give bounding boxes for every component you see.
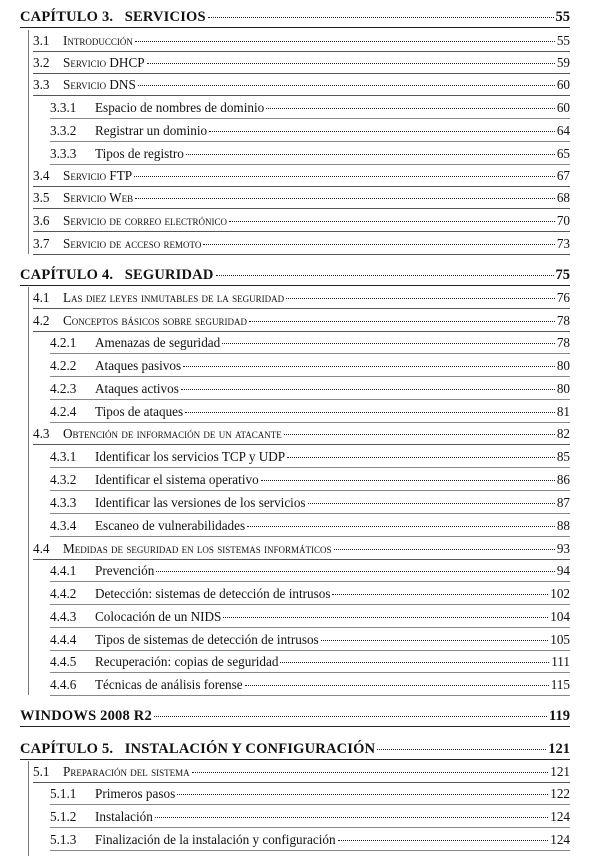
page-number: 67	[556, 168, 570, 183]
subsection-title: Amenazas de seguridad	[95, 335, 221, 350]
page-number: 60	[556, 100, 570, 115]
dot-leader	[249, 321, 555, 322]
page-number: 122	[550, 786, 570, 801]
page-number: 78	[556, 313, 570, 328]
subsection-title: Recuperación: copias de seguridad	[95, 654, 279, 669]
dot-leader	[216, 275, 554, 276]
toc-subsection	[0, 120, 600, 142]
dot-leader	[247, 526, 555, 527]
toc-section	[0, 233, 600, 255]
page-number: 86	[556, 472, 570, 487]
dot-leader	[332, 594, 548, 595]
subsection-number: 5.1.3	[50, 832, 77, 847]
toc-subsection	[0, 143, 600, 165]
toc-subsection	[0, 469, 600, 491]
subsection-title: Primeros pasos	[95, 786, 176, 801]
section-title: Servicio de correo electrónico	[63, 213, 227, 228]
subsection-title: Identificar los servicios TCP y UDP	[95, 449, 286, 464]
subsection-number: 4.2.4	[50, 404, 77, 419]
subsection-number: 4.4.1	[50, 563, 77, 578]
subsection-title: Instalación	[95, 809, 153, 824]
subsection-title: Técnicas de análisis forense	[95, 677, 243, 692]
dot-leader	[266, 108, 555, 109]
subsection-number: 4.4.3	[50, 609, 77, 624]
dot-leader	[308, 503, 555, 504]
toc-subsection	[0, 355, 600, 377]
section-title: Las diez leyes inmutables de la seguridad	[63, 290, 285, 305]
toc-section	[0, 761, 600, 783]
section-title: Servicio de acceso remoto	[63, 236, 202, 251]
subsection-title: Colocación de un NIDS	[95, 609, 222, 624]
page-number: 119	[549, 708, 570, 724]
toc-chapter-5	[0, 738, 600, 760]
toc-subsection	[0, 829, 600, 851]
subsection-title: Identificar las versiones de los servicios	[95, 495, 306, 510]
section-title: Preparación del sistema	[63, 764, 190, 779]
toc-section	[0, 30, 600, 52]
toc-section	[0, 52, 600, 74]
dot-leader	[156, 571, 554, 572]
subsection-title: Prevención	[95, 563, 155, 578]
toc-subsection	[0, 492, 600, 514]
dot-leader	[209, 131, 555, 132]
section-number: 5.1	[33, 764, 50, 779]
subsection-title: Registrar un dominio	[95, 123, 208, 138]
page-number: 115	[550, 677, 570, 692]
section-title: Servicio DNS	[63, 77, 136, 92]
subsection-number: 3.3.3	[50, 146, 77, 161]
dot-leader	[245, 685, 549, 686]
page-number: 70	[556, 213, 570, 228]
subsection-title: Identificar el sistema operativo	[95, 472, 259, 487]
subsection-title: Ataques pasivos	[95, 358, 182, 373]
dot-leader	[135, 198, 555, 199]
toc-subsection	[0, 560, 600, 582]
toc-subsection	[0, 332, 600, 354]
toc-section	[0, 287, 600, 309]
subsection-number: 3.3.1	[50, 100, 77, 115]
toc-section	[0, 538, 600, 560]
dot-leader	[177, 794, 548, 795]
dot-leader	[183, 366, 555, 367]
dot-leader	[321, 640, 549, 641]
page-number: 68	[556, 190, 570, 205]
section-title: Medidas de seguridad en los sistemas informáticos	[63, 541, 332, 556]
page-number: 59	[556, 55, 570, 70]
toc-section	[0, 165, 600, 187]
toc-subsection	[0, 97, 600, 119]
page-number: 76	[556, 290, 570, 305]
toc-subsection	[0, 783, 600, 805]
page-number: 80	[556, 381, 570, 396]
page-number: 124	[550, 832, 570, 847]
page-number: 104	[550, 609, 570, 624]
toc-chapter-4	[0, 264, 600, 286]
page-number: 55	[555, 9, 570, 25]
subsection-number: 5.1.2	[50, 809, 77, 824]
subsection-title: Espacio de nombres de dominio	[95, 100, 265, 115]
dot-leader	[287, 457, 555, 458]
dot-leader	[284, 434, 555, 435]
subsection-number: 4.2.2	[50, 358, 77, 373]
section-title: Servicio Web	[63, 190, 134, 205]
subsection-number: 3.3.2	[50, 123, 77, 138]
page-number: 80	[556, 358, 570, 373]
toc-chapter-3	[0, 6, 600, 28]
section-number: 3.1	[33, 33, 50, 48]
subsection-number: 4.3.4	[50, 518, 77, 533]
dot-leader	[222, 343, 555, 344]
section-number: 4.3	[33, 426, 50, 441]
toc-section	[0, 310, 600, 332]
page-number: 75	[555, 267, 570, 283]
dot-leader	[203, 244, 554, 245]
dot-leader	[377, 749, 546, 750]
subsection-number: 4.2.3	[50, 381, 77, 396]
page-number: 78	[556, 335, 570, 350]
dot-leader	[147, 63, 555, 64]
subsection-title: Tipos de ataques	[95, 404, 184, 419]
page-number: 55	[556, 33, 570, 48]
toc-section	[0, 187, 600, 209]
page-number: 93	[556, 541, 570, 556]
subsection-number: 5.1.1	[50, 786, 77, 801]
page-number: 85	[556, 449, 570, 464]
dot-leader	[154, 716, 547, 717]
part-title: WINDOWS 2008 R2	[20, 708, 152, 724]
section-rule	[28, 30, 29, 254]
page-number: 121	[550, 764, 570, 779]
dot-leader	[185, 412, 555, 413]
section-number: 3.3	[33, 77, 50, 92]
toc-subsection	[0, 378, 600, 400]
subsection-title: Ataques activos	[95, 381, 179, 396]
dot-leader	[338, 840, 549, 841]
dot-leader	[135, 41, 555, 42]
dot-leader	[280, 662, 549, 663]
chapter-title: CAPÍTULO 3. SERVICIOS	[20, 9, 206, 25]
dot-leader	[155, 817, 548, 818]
page-number: 64	[556, 123, 570, 138]
subsection-title: Tipos de sistemas de detección de intrusos	[95, 632, 319, 647]
toc-subsection	[0, 651, 600, 673]
toc-part-windows-2008-r2	[0, 705, 600, 727]
toc-subsection	[0, 674, 600, 696]
dot-leader	[229, 221, 555, 222]
section-number: 3.4	[33, 168, 50, 183]
page-number: 87	[556, 495, 570, 510]
section-number: 4.2	[33, 313, 50, 328]
dot-leader	[334, 549, 555, 550]
section-title: Conceptos básicos sobre seguridad	[63, 313, 248, 328]
subsection-number: 4.4.2	[50, 586, 77, 601]
subsection-title: Escaneo de vulnerabilidades	[95, 518, 246, 533]
section-number: 3.2	[33, 55, 50, 70]
dot-leader	[181, 389, 555, 390]
section-number: 3.6	[33, 213, 50, 228]
section-number: 3.5	[33, 190, 50, 205]
toc-subsection	[0, 606, 600, 628]
dot-leader	[138, 85, 555, 86]
page-number: 102	[550, 586, 570, 601]
toc-subsection	[0, 583, 600, 605]
section-title: Obtención de información de un atacante	[63, 426, 282, 441]
toc-section	[0, 210, 600, 232]
subsection-number: 4.3.2	[50, 472, 77, 487]
subsection-number: 4.4.5	[50, 654, 77, 669]
toc-section	[0, 74, 600, 96]
subsection-title: Finalización de la instalación y configuración	[95, 832, 336, 847]
section-rule	[28, 287, 29, 695]
subsection-number: 4.4.6	[50, 677, 77, 692]
page-number: 65	[556, 146, 570, 161]
page-number: 121	[548, 741, 570, 757]
subsection-number: 4.2.1	[50, 335, 77, 350]
subsection-number: 4.3.3	[50, 495, 77, 510]
toc-subsection	[0, 806, 600, 828]
section-title: Servicio FTP	[63, 168, 133, 183]
page-number: 60	[556, 77, 570, 92]
section-title: Servicio DHCP	[63, 55, 145, 70]
dot-leader	[286, 298, 555, 299]
section-rule	[28, 761, 29, 856]
page-number: 81	[556, 404, 570, 419]
page-number: 88	[556, 518, 570, 533]
dot-leader	[261, 480, 555, 481]
toc-subsection	[0, 401, 600, 423]
dot-leader	[223, 617, 548, 618]
toc-subsection	[0, 515, 600, 537]
dot-leader	[134, 176, 555, 177]
dot-leader	[192, 772, 549, 773]
toc-subsection	[0, 629, 600, 651]
section-number: 4.1	[33, 290, 50, 305]
page-number: 124	[550, 809, 570, 824]
toc-section	[0, 423, 600, 445]
page-number: 105	[550, 632, 570, 647]
subsection-title: Tipos de registro	[95, 146, 184, 161]
section-number: 3.7	[33, 236, 50, 251]
toc-subsection	[0, 446, 600, 468]
chapter-title: CAPÍTULO 5. INSTALACIÓN Y CONFIGURACIÓN	[20, 741, 376, 757]
page-number: 82	[556, 426, 570, 441]
page-number: 94	[556, 563, 570, 578]
page-number: 73	[556, 236, 570, 251]
chapter-title: CAPÍTULO 4. SEGURIDAD	[20, 267, 214, 283]
subsection-title: Detección: sistemas de detección de intrusos	[95, 586, 331, 601]
dot-leader	[186, 154, 555, 155]
subsection-number: 4.4.4	[50, 632, 77, 647]
page-number: 111	[551, 654, 570, 669]
section-number: 4.4	[33, 541, 50, 556]
dot-leader	[208, 17, 554, 18]
section-title: Introducción	[63, 33, 133, 48]
subsection-number: 4.3.1	[50, 449, 77, 464]
